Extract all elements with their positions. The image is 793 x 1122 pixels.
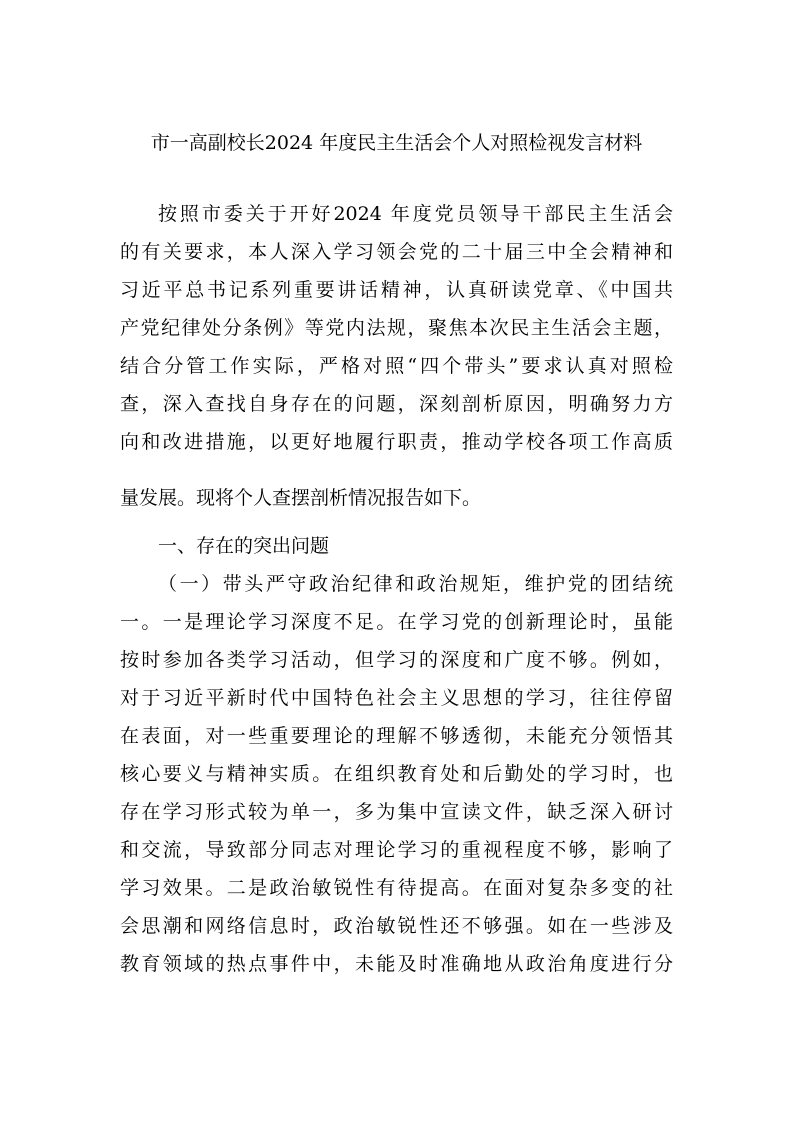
- document-title: 市一高副校长2024 年度民主生活会个人对照检视发言材料: [150, 132, 643, 154]
- paragraph-line: 一。一是理论学习深度不足。在学习党的创新理论时，虽能: [120, 611, 673, 633]
- paragraph-line: 产党纪律处分条例》等党内法规，聚焦本次民主生活会主题，: [120, 317, 673, 339]
- paragraph-line: 学习效果。二是政治敏锐性有待提高。在面对复杂多变的社: [120, 877, 673, 899]
- paragraph-line: 查，深入查找自身存在的问题，深刻剖析原因，明确努力方: [120, 393, 673, 415]
- paragraph-line: 习近平总书记系列重要讲话精神，认真研读党章、《中国共: [120, 279, 673, 301]
- paragraph-line: 按时参加各类学习活动，但学习的深度和广度不够。例如，: [120, 649, 673, 671]
- paragraph-line: 核心要义与精神实质。在组织教育处和后勤处的学习时，也: [120, 763, 673, 785]
- paragraph-line: 的有关要求，本人深入学习领会党的二十届三中全会精神和: [120, 241, 673, 263]
- paragraph-line: 对于习近平新时代中国特色社会主义思想的学习，往往停留: [120, 687, 673, 709]
- paragraph-line: 在表面，对一些重要理论的理解不够透彻，未能充分领悟其: [120, 725, 673, 747]
- paragraph-line: 量发展。现将个人查摆剖析情况报告如下。: [120, 487, 482, 509]
- subsection-heading-line: （一）带头严守政治纪律和政治规矩，维护党的团结统: [158, 573, 673, 595]
- paragraph-line: 结合分管工作实际，严格对照“四个带头”要求认真对照检: [120, 355, 673, 377]
- paragraph-line: 按照市委关于开好2024 年度党员领导干部民主生活会: [158, 203, 673, 225]
- paragraph-line: 教育领域的热点事件中，未能及时准确地从政治角度进行分: [120, 953, 673, 975]
- paragraph-line: 存在学习形式较为单一，多为集中宣读文件，缺乏深入研讨: [120, 801, 673, 823]
- paragraph-line: 会思潮和网络信息时，政治敏锐性还不够强。如在一些涉及: [120, 915, 673, 937]
- paragraph-line: 和交流，导致部分同志对理论学习的重视程度不够，影响了: [120, 839, 673, 861]
- paragraph-line: 向和改进措施，以更好地履行职责，推动学校各项工作高质: [120, 431, 673, 453]
- section-heading: 一、存在的突出问题: [158, 535, 330, 557]
